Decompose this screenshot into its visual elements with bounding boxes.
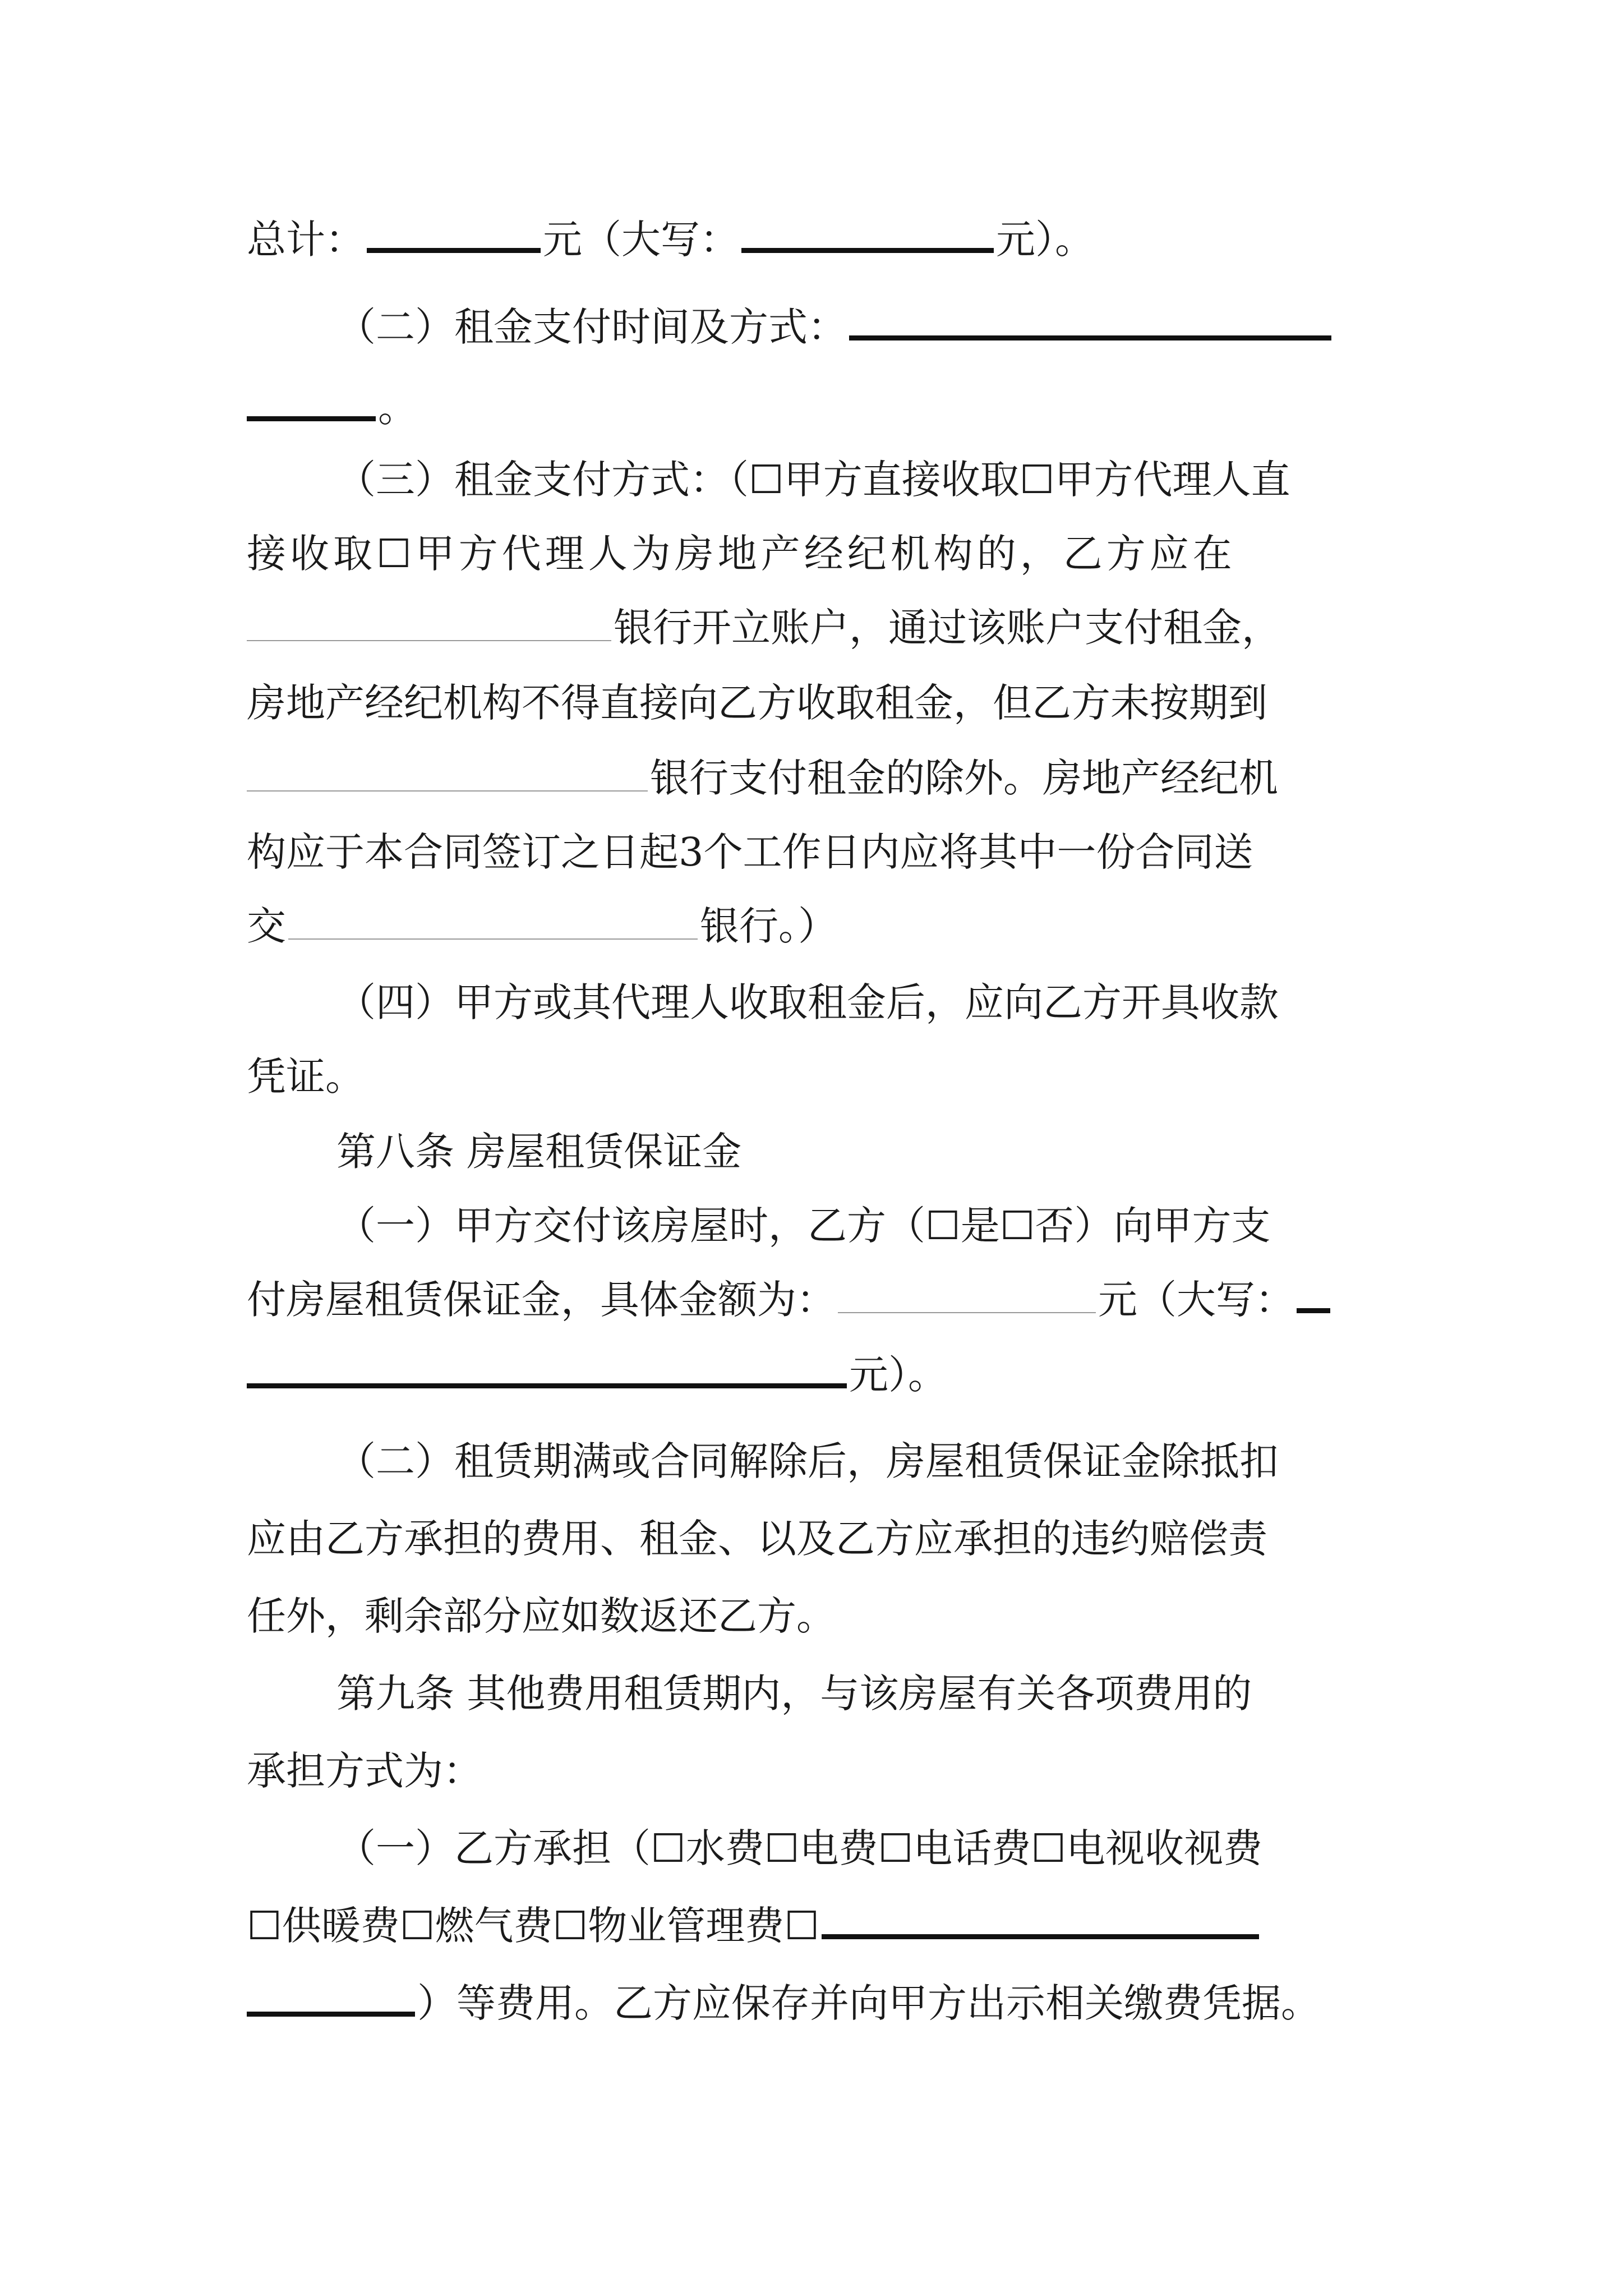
line-text: ）等费用。乙方应保存并向甲方出示相关缴费凭据。 [417,1980,1320,2026]
text-line [247,903,837,949]
text-line [336,1438,1279,1484]
line-text: 应由乙方承担的费用、租金、以及乙方应承担的违约赔偿责 [247,1516,1267,1562]
fill-in-blank[interactable] [367,223,541,253]
fill-in-blank[interactable] [822,1910,1259,1939]
fill-in-blank[interactable] [741,223,994,253]
text-line [247,1352,947,1398]
line-text: 任外，剩余部分应如数返还乙方。 [247,1593,836,1639]
text-line [247,1277,1332,1323]
line-text: 付房屋租赁保证金，具体金额为： [247,1277,836,1323]
line-text: 第八条 房屋租赁保证金 [336,1129,742,1175]
text-line [247,1903,1261,1949]
text-line [336,304,1334,350]
line-text: 银行开立账户，通过该账户支付租金， [614,605,1281,651]
text-line [336,457,1290,503]
text-line [336,1203,1271,1249]
text-line [247,1748,482,1794]
text-line [247,1593,836,1639]
text-line [247,1053,365,1099]
fill-in-blank[interactable] [288,910,698,940]
line-text: 银行支付租金的除外。房地产经纪机 [650,755,1278,801]
text-line [336,1825,1263,1871]
line-text: 。 [378,385,417,431]
line-text: （一）乙方承担（☐水费☐电费☐电话费☐电视收视费 [336,1825,1263,1871]
line-text: ☐供暖费☐燃气费☐物业管理费☐ [247,1903,820,1949]
text-line [247,829,1253,875]
line-text: 元（大写： [543,217,739,263]
line-text: 凭证。 [247,1053,365,1099]
line-text: 元）。 [849,1352,947,1398]
line-text: （四）甲方或其代理人收取租金后，应向乙方开具收款 [336,979,1279,1025]
fill-in-blank[interactable] [1297,1283,1330,1313]
text-line [247,1516,1267,1562]
section-heading [336,1671,1252,1717]
text-line [247,217,1094,263]
fill-in-blank[interactable] [849,311,1331,341]
line-text: 总计： [247,217,365,263]
line-text: 交 [247,903,286,949]
line-text: 承担方式为： [247,1748,482,1794]
text-line [247,385,417,431]
text-line [247,755,1278,801]
text-line [247,680,1267,726]
fill-in-blank[interactable] [247,1987,415,2017]
fill-in-blank[interactable] [247,392,376,421]
text-line [247,531,1236,577]
fill-in-blank[interactable] [247,762,648,792]
text-line [336,979,1279,1025]
text-line [247,605,1281,651]
text-line [247,1980,1320,2026]
line-text: 构应于本合同签订之日起3个工作日内应将其中一份合同送 [247,829,1253,875]
line-text: 银行。） [700,903,837,949]
line-text: 元）。 [996,217,1094,263]
line-text: （一）甲方交付该房屋时，乙方（☐是☐否）向甲方支 [336,1203,1271,1249]
section-heading [336,1129,742,1175]
line-text: （三）租金支付方式：（☐甲方直接收取☐甲方代理人直 [336,457,1290,503]
line-text: 元（大写： [1098,1277,1294,1323]
line-text: 第九条 其他费用租赁期内，与该房屋有关各项费用的 [336,1671,1252,1717]
fill-in-blank[interactable] [838,1284,1096,1313]
line-text: （二）租赁期满或合同解除后，房屋租赁保证金除抵扣 [336,1438,1279,1484]
line-text: 接收取☐甲方代理人为房地产经纪机构的，乙方应在 [247,531,1236,577]
line-text: （二）租金支付时间及方式： [336,304,847,350]
fill-in-blank[interactable] [247,1359,847,1388]
fill-in-blank[interactable] [247,612,611,641]
line-text: 房地产经纪机构不得直接向乙方收取租金，但乙方未按期到 [247,680,1267,726]
